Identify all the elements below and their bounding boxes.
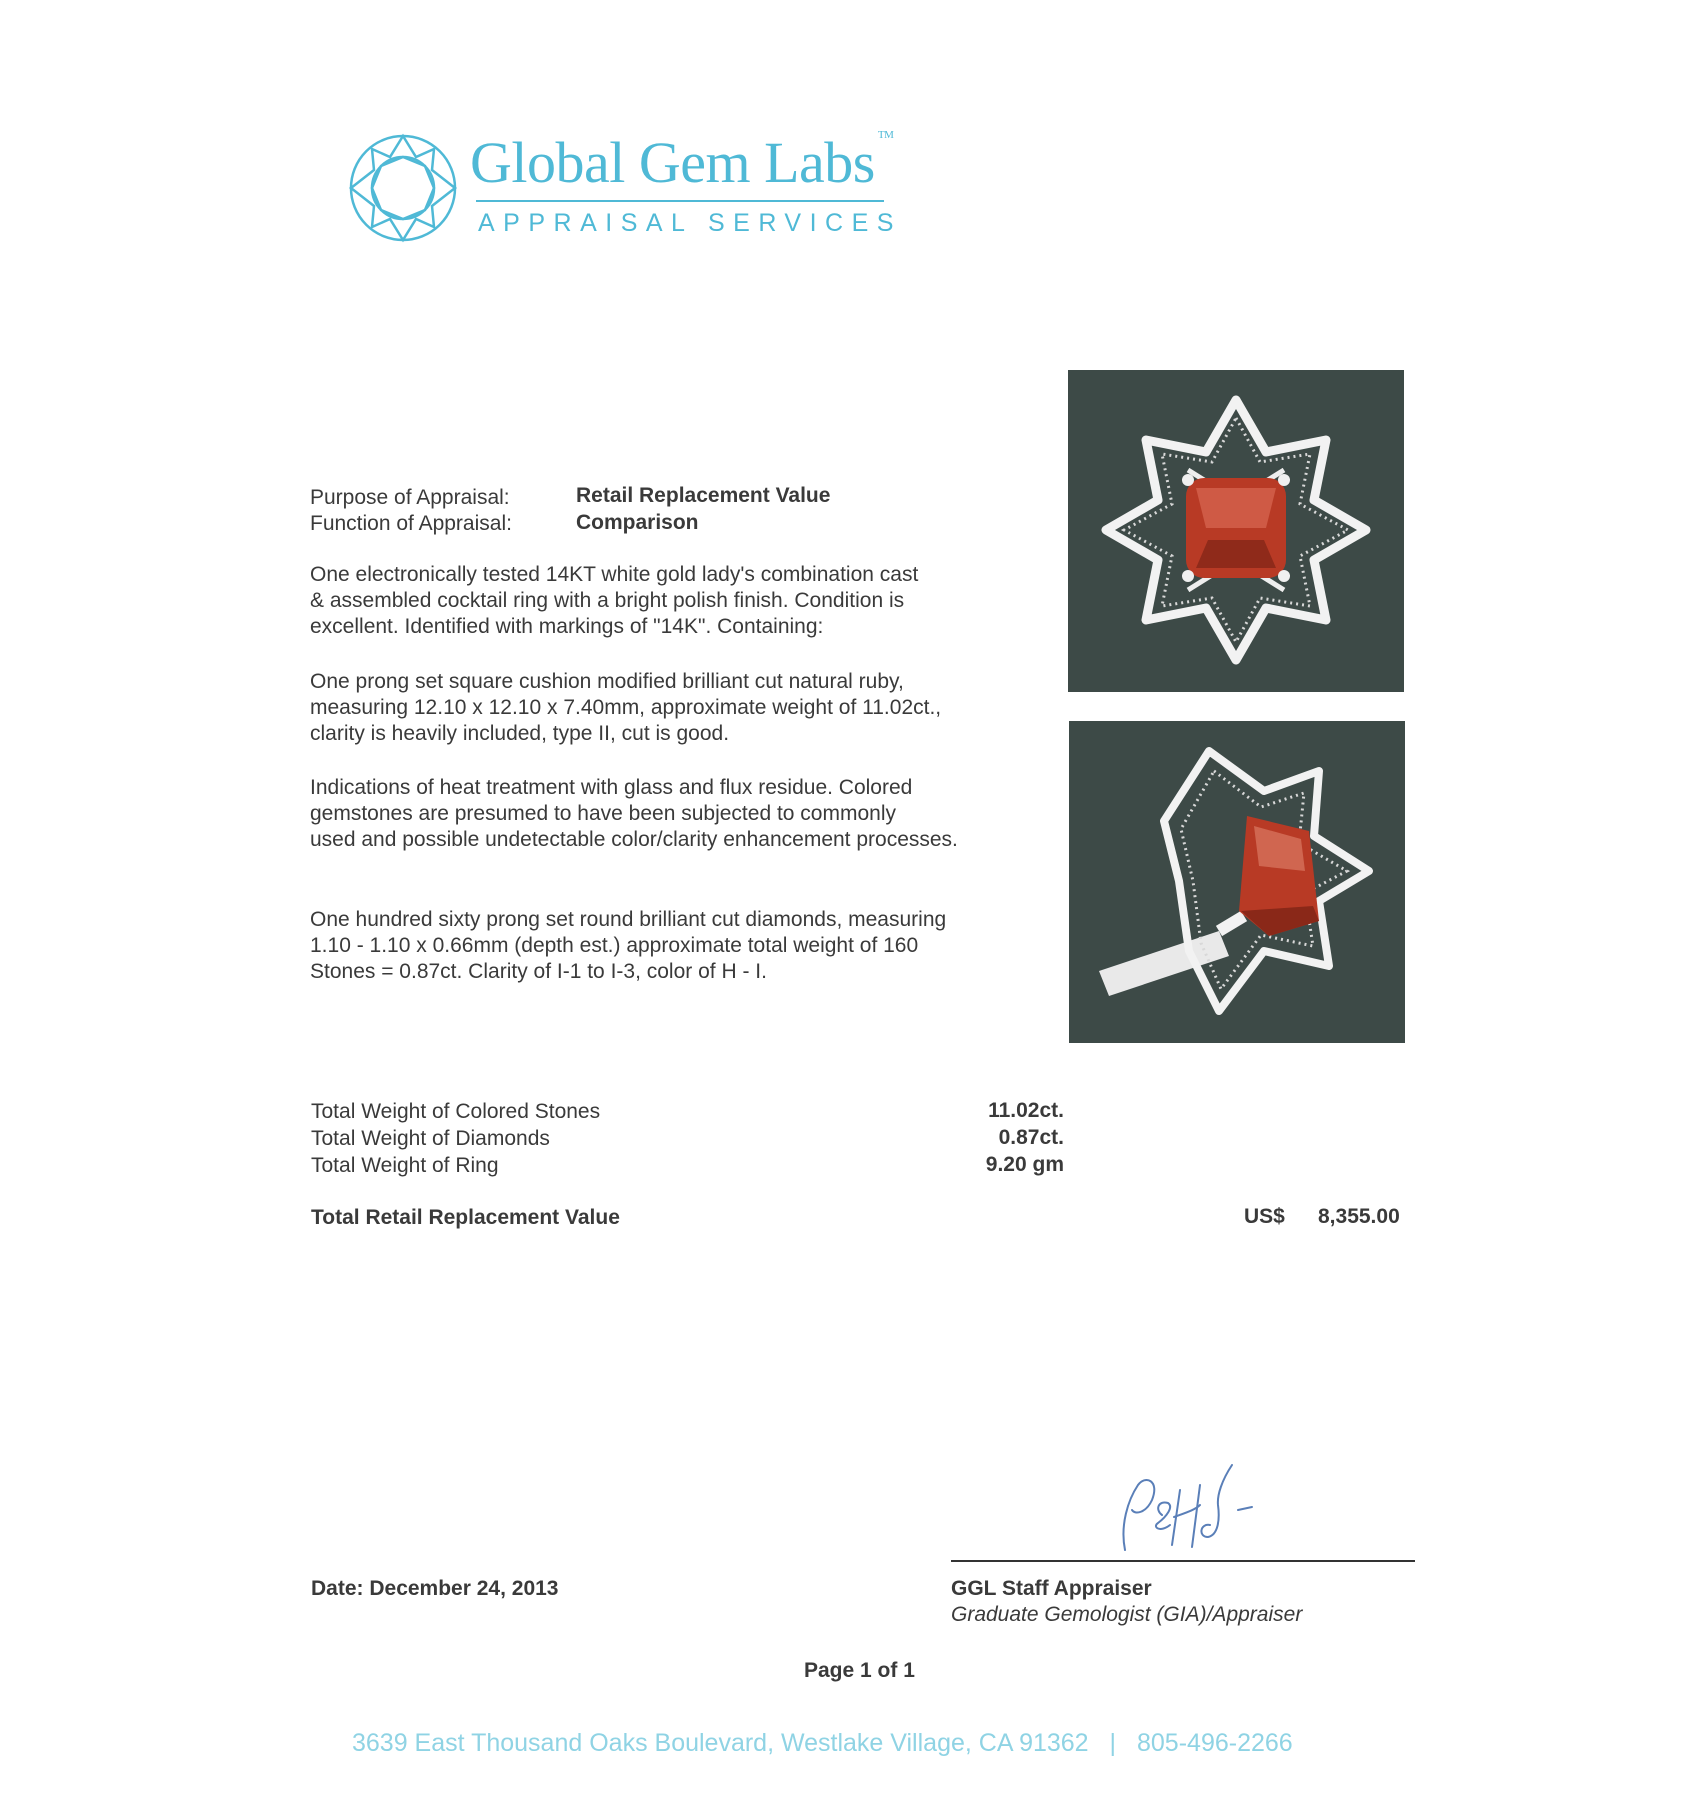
- logo-rule: [476, 200, 884, 202]
- description-line: One prong set square cushion modified brilliant cut natural ruby,: [310, 670, 904, 693]
- logo-subtitle: APPRAISAL SERVICES: [478, 209, 902, 237]
- description-line: One electronically tested 14KT white gold lady's combination cast: [310, 563, 919, 586]
- total-diamonds-label: Total Weight of Diamonds: [311, 1127, 550, 1150]
- ring-top-view-image: [1068, 370, 1404, 692]
- logo: [348, 129, 908, 245]
- footer-address: 3639 East Thousand Oaks Boulevard, Westlake Village, CA 91362: [352, 1729, 1089, 1757]
- retail-value-label: Total Retail Replacement Value: [311, 1206, 620, 1229]
- page-number: Page 1 of 1: [804, 1659, 915, 1682]
- description-line: excellent. Identified with markings of "14K". Containing:: [310, 615, 824, 638]
- purpose-label: Purpose of Appraisal:: [310, 486, 510, 509]
- description-paragraph-setting: [310, 562, 1040, 640]
- description-line: clarity is heavily included, type II, cut is good.: [310, 722, 730, 745]
- logo-tm: TM: [877, 129, 894, 141]
- retail-amount: 8,355.00: [1318, 1205, 1400, 1228]
- signature-line: [951, 1560, 1415, 1562]
- ring-side-view-image: [1069, 721, 1405, 1043]
- footer-contact: [352, 1729, 1293, 1758]
- total-colored-stones-value: 11.02ct.: [988, 1099, 1064, 1122]
- total-ring-weight-value: 9.20 gm: [985, 1153, 1064, 1176]
- appraiser-name: GGL Staff Appraiser: [951, 1577, 1152, 1600]
- total-diamonds-value: 0.87ct.: [998, 1126, 1064, 1149]
- ring-photo-side: [1069, 721, 1405, 1043]
- logo-name: Global Gem Labs: [470, 130, 875, 195]
- total-ring-weight-label: Total Weight of Ring: [311, 1154, 499, 1177]
- appraisal-date: Date: December 24, 2013: [311, 1577, 559, 1600]
- description-line: used and possible undetectable color/clarity enhancement processes.: [310, 828, 958, 851]
- description-paragraph-ruby: [310, 669, 1040, 747]
- description-line: Stones = 0.87ct. Clarity of I-1 to I-3, color of H - I.: [310, 960, 767, 983]
- description-line: Indications of heat treatment with glass and flux residue. Colored: [310, 776, 913, 799]
- description-line: measuring 12.10 x 12.10 x 7.40mm, approximate weight of 11.02ct.,: [310, 696, 942, 719]
- retail-currency: US$: [1244, 1205, 1285, 1228]
- description-paragraph-diamonds: [310, 907, 1040, 985]
- total-colored-stones-label: Total Weight of Colored Stones: [311, 1100, 601, 1123]
- function-value: Comparison: [576, 511, 699, 534]
- appraiser-signature: [1100, 1455, 1280, 1565]
- gem-logo-icon: [348, 133, 458, 243]
- description-line: & assembled cocktail ring with a bright polish finish. Condition is: [310, 589, 905, 612]
- description-line: One hundred sixty prong set round brilliant cut diamonds, measuring: [310, 908, 947, 931]
- purpose-value: Retail Replacement Value: [576, 484, 831, 507]
- function-label: Function of Appraisal:: [310, 512, 512, 535]
- ring-photo-top: [1068, 370, 1404, 692]
- appraiser-title: Graduate Gemologist (GIA)/Appraiser: [951, 1603, 1303, 1626]
- description-paragraph-treatment: [310, 775, 1040, 853]
- footer-phone: 805-496-2266: [1137, 1729, 1293, 1757]
- description-line: 1.10 - 1.10 x 0.66mm (depth est.) approximate total weight of 160: [310, 934, 919, 957]
- description-line: gemstones are presumed to have been subjected to commonly: [310, 802, 897, 825]
- footer-separator: |: [1109, 1729, 1117, 1757]
